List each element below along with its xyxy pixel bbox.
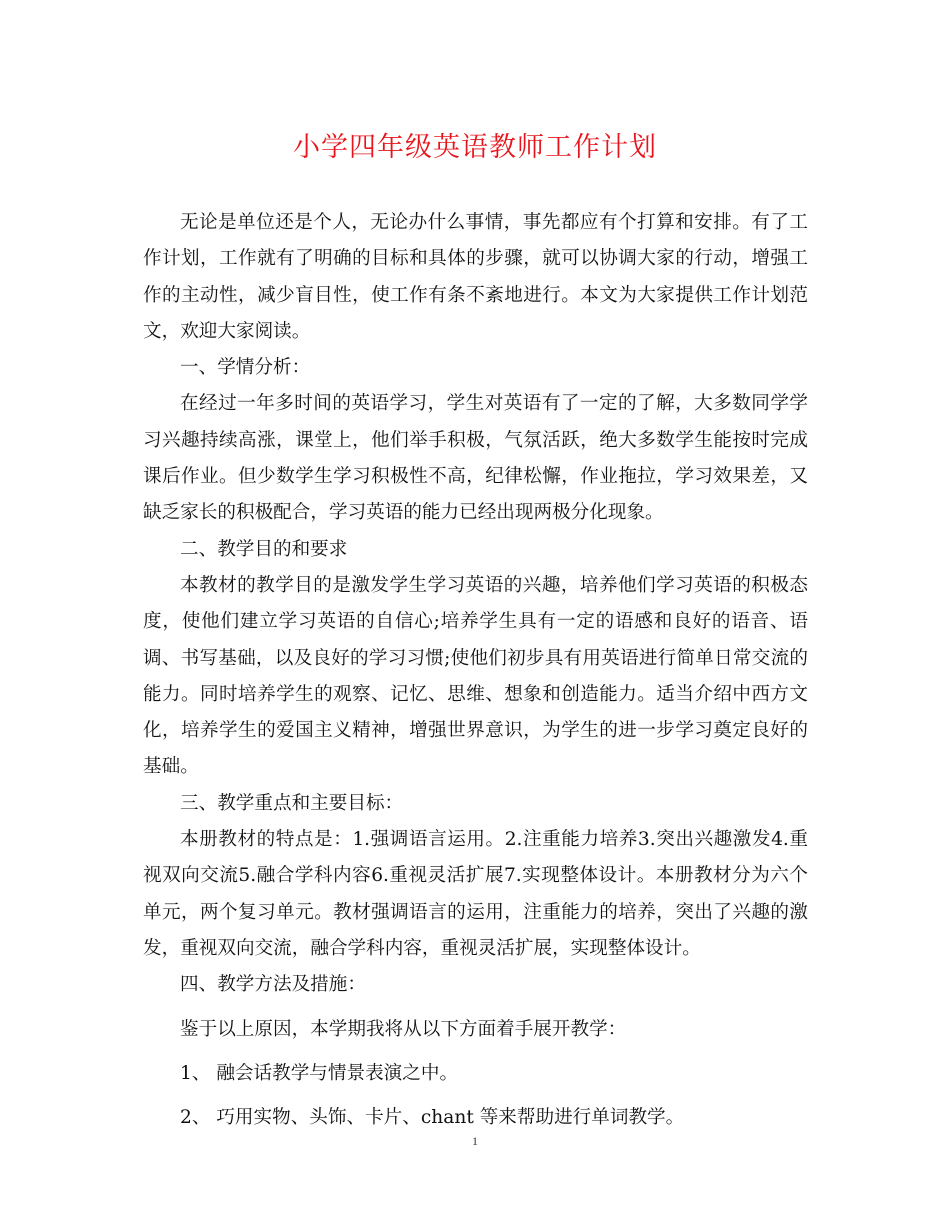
methods-intro-line: 鉴于以上原因，本学期我将从以下方面着手展开教学： — [180, 1018, 627, 1040]
section-heading-4: 四、教学方法及措施： — [180, 974, 366, 996]
document-title: 小学四年级英语教师工作计划 — [293, 132, 657, 163]
document-body — [143, 205, 808, 1136]
section-heading-2: 二、教学目的和要求 — [180, 538, 348, 560]
teaching-goals-paragraph: 本教材的教学目的是激发学生学习英语的兴趣，培养他们学习英语的积极态度，使他们建立学习英语的自信心;培养学生具有一定的语感和良好的语音、语调、书写基础，以及良好的学习习惯;使他们初步具有用英语进行简单日常交流的能力。同时培养学生的观察、记忆、思维、想象和创造能力。适当介绍中西方文化，培养学生的爱国主义精神，增强世界意识，为学生的进一步学习奠定良好的基础。 — [143, 574, 808, 778]
page-number: 1 — [472, 1134, 478, 1148]
list-item: 1、 融会话教学与情景表演之中。 — [180, 1062, 459, 1084]
student-analysis-paragraph: 在经过一年多时间的英语学习，学生对英语有了一定的了解，大多数同学学习兴趣持续高涨，课堂上，他们举手积极，气氛活跃，绝大多数学生能按时完成课后作业。但少数学生学习积极性不高，纪律松懈，作业拖拉，学习效果差，又缺乏家长的积极配合，学习英语的能力已经出现两极分化现象。 — [143, 393, 808, 524]
key-points-paragraph: 本册教材的特点是：1.强调语言运用。2.注重能力培养3.突出兴趣激发4.重视双向交流5.融合学科内容6.重视灵活扩展7.实现整体设计。本册教材分为六个单元，两个复习单元。教材强调语言的运用，注重能力的培养，突出了兴趣的激发，重视双向交流，融合学科内容，重视灵活扩展，实现整体设计。 — [143, 829, 808, 959]
list-item: 2、 巧用实物、头饰、卡片、chant 等来帮助进行单词教学。 — [180, 1107, 685, 1129]
section-heading-1: 一、学情分析： — [180, 357, 311, 379]
intro-paragraph: 无论是单位还是个人，无论办什么事情，事先都应有个打算和安排。有了工作计划，工作就有了明确的目标和具体的步骤，就可以协调大家的行动，增强工作的主动性，减少盲目性，使工作有条不紊地进行。本文为大家提供工作计划范文，欢迎大家阅读。 — [143, 212, 808, 342]
section-heading-3: 三、教学重点和主要目标： — [180, 792, 404, 814]
